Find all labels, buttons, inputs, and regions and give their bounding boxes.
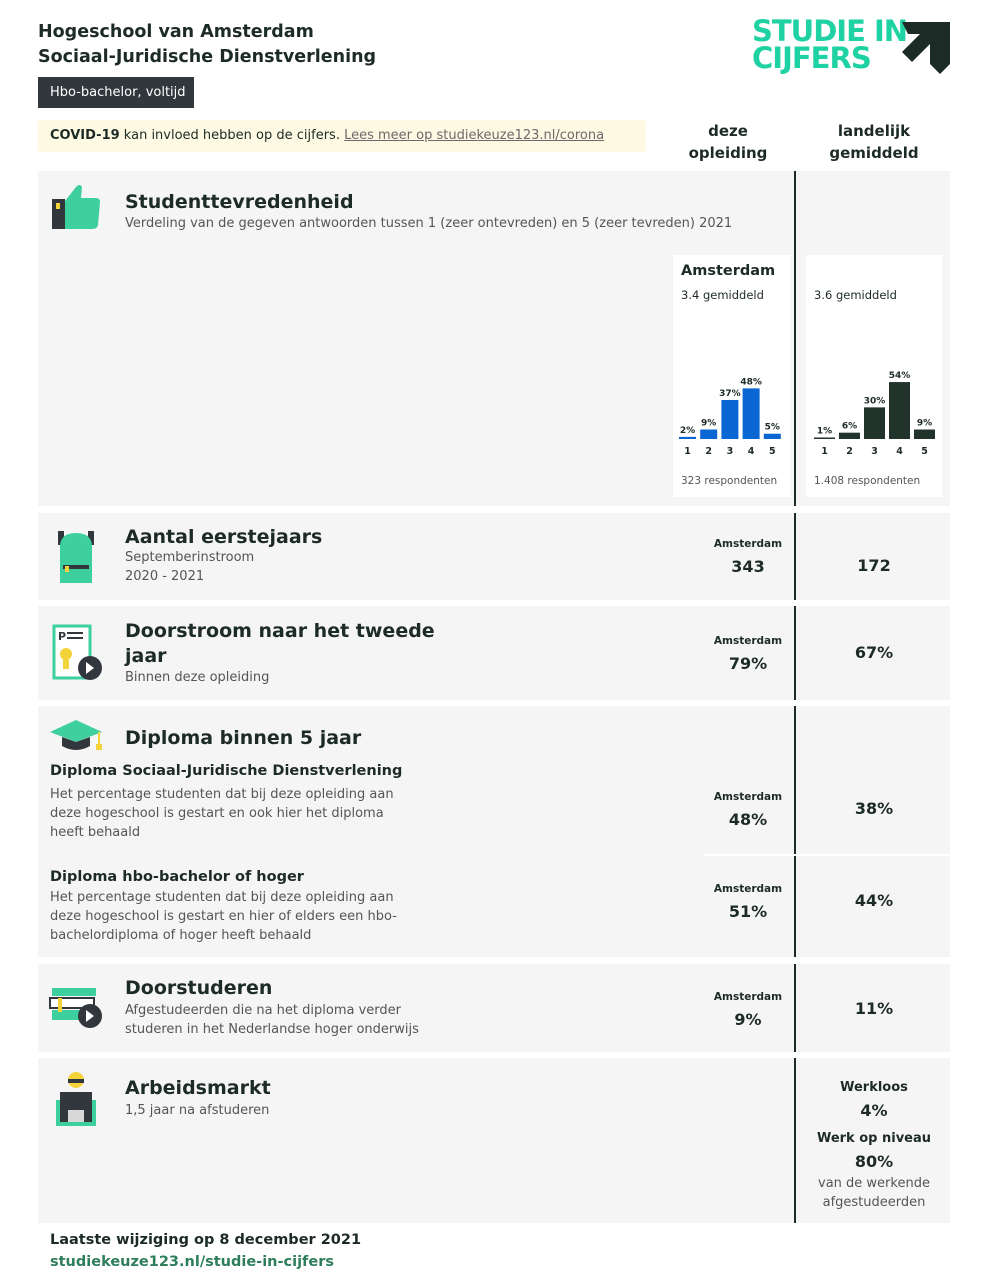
section-studenttevredenheid <box>38 171 950 506</box>
werk-op-niveau-label: Werk op niveau <box>816 1131 932 1146</box>
bar-value-label: 6% <box>841 421 858 432</box>
bar-value-label: 37% <box>719 388 741 399</box>
bar-chart-landelijk <box>806 355 942 465</box>
bar-value-label: 1% <box>816 426 833 437</box>
location-label: Amsterdam <box>713 791 783 803</box>
worker-icon <box>54 1070 98 1128</box>
footer-link[interactable]: studiekeuze123.nl/studie-in-cijfers <box>50 1254 334 1270</box>
value-opleiding: 51% <box>728 902 768 921</box>
werkloos-value: 4% <box>860 1101 888 1120</box>
section-subtitle: Binnen deze opleiding <box>125 670 270 685</box>
certificate-icon <box>52 624 102 682</box>
location-label: Amsterdam <box>713 883 783 895</box>
value-opleiding: 48% <box>728 810 768 829</box>
location-label: Amsterdam <box>713 635 783 647</box>
location-label: Amsterdam <box>713 538 783 550</box>
value-opleiding: 9% <box>734 1010 762 1029</box>
value-landelijk: 67% <box>854 643 894 662</box>
bar-4 <box>889 382 910 439</box>
bar-4 <box>743 388 760 439</box>
werkloos-label: Werkloos <box>840 1080 908 1095</box>
value-landelijk: 38% <box>854 799 894 818</box>
section-title <box>125 619 435 669</box>
section-title: Arbeidsmarkt <box>125 1077 271 1099</box>
location-label: Amsterdam <box>713 991 783 1003</box>
program-type-badge: Hbo-bachelor, voltijd <box>38 77 194 108</box>
section-subtitle-line2: studeren in het Nederlandse hoger onderwijs <box>125 1022 419 1037</box>
program-name: Sociaal-Juridische Dienstverlening <box>38 47 377 67</box>
section-title-line1: Doorstroom naar het tweede <box>125 620 435 642</box>
row-separator <box>704 854 950 856</box>
diploma-b-description-line2: deze hogeschool is gestart en hier of elders een hbo- <box>50 909 397 924</box>
category-tick-label: 5 <box>768 446 776 457</box>
column-header-opleiding <box>658 120 798 164</box>
covid-link[interactable]: Lees meer op studiekeuze123.nl/corona <box>344 128 605 143</box>
value-opleiding: 79% <box>728 654 768 673</box>
value-opleiding: 343 <box>731 557 765 576</box>
column-divider <box>794 171 796 506</box>
graduation-cap-icon <box>48 718 104 754</box>
bar-3 <box>721 400 738 439</box>
category-tick-label: 1 <box>821 446 828 457</box>
section-eerstejaars <box>38 513 950 600</box>
diploma-b-description <box>50 888 410 945</box>
section-title: Aantal eerstejaars <box>125 526 323 548</box>
column-header-landelijk-line1: landelijk <box>837 122 911 140</box>
bar-value-label: 5% <box>764 422 780 433</box>
books-icon <box>48 986 104 1030</box>
bar-5 <box>764 434 781 439</box>
diploma-a-description-line3: heeft behaald <box>50 825 141 840</box>
covid-notice <box>38 120 646 152</box>
chart-average: 3.4 gemiddeld <box>681 288 764 302</box>
section-doorstroom <box>38 606 950 700</box>
studie-in-cijfers-logo <box>752 14 952 76</box>
value-landelijk: 44% <box>854 891 894 910</box>
chart-title: Amsterdam <box>681 263 776 279</box>
section-doorstuderen <box>38 964 950 1052</box>
logo-text-line1: STUDIE IN <box>752 14 908 48</box>
chart-respondents: 323 respondenten <box>681 475 778 487</box>
chart-card-landelijk <box>806 255 942 497</box>
section-subtitle: Septemberinstroom <box>125 550 255 565</box>
chart-respondents: 1.408 respondenten <box>814 475 921 487</box>
column-divider <box>794 1058 796 1223</box>
logo-text-line2: CIJFERS <box>752 41 871 75</box>
category-tick-label: 1 <box>684 446 691 457</box>
bar-1 <box>679 437 696 439</box>
chart-card-opleiding <box>673 255 790 497</box>
bar-2 <box>700 430 717 439</box>
category-tick-label: 3 <box>871 446 878 457</box>
diploma-a-description-line2: deze hogeschool is gestart en ook hier het diploma <box>50 806 384 821</box>
diploma-b-description-line3: bachelordiploma of hoger heeft behaald <box>50 928 312 943</box>
section-arbeidsmarkt <box>38 1058 950 1223</box>
werk-op-niveau-note <box>804 1174 944 1212</box>
section-title: Diploma binnen 5 jaar <box>125 727 362 749</box>
thumbs-up-icon <box>50 181 102 233</box>
section-title-line2: jaar <box>125 645 167 667</box>
diploma-b-description-line1: Het percentage studenten dat bij deze opleiding aan <box>50 890 394 905</box>
svg-text:P: P <box>58 630 67 643</box>
category-tick-label: 4 <box>747 446 755 457</box>
section-subtitle-period: 2020 - 2021 <box>125 569 205 584</box>
bar-2 <box>839 433 860 439</box>
category-tick-label: 3 <box>726 446 734 457</box>
column-header-landelijk <box>804 120 944 164</box>
covid-label: COVID-19 <box>50 128 120 143</box>
column-divider <box>794 606 796 700</box>
column-header-opleiding-line2: opleiding <box>688 144 768 162</box>
diploma-b-title: Diploma hbo-bachelor of hoger <box>50 869 304 885</box>
institution-name: Hogeschool van Amsterdam <box>38 22 314 42</box>
diploma-a-description-line1: Het percentage studenten dat bij deze opleiding aan <box>50 787 394 802</box>
bar-chart-opleiding <box>673 355 790 465</box>
chart-average: 3.6 gemiddeld <box>814 288 897 302</box>
covid-text: kan invloed hebben op de cijfers. <box>119 128 345 143</box>
diploma-a-title: Diploma Sociaal-Juridische Dienstverlening <box>50 763 403 779</box>
section-title: Doorstuderen <box>125 977 273 999</box>
section-subtitle: 1,5 jaar na afstuderen <box>125 1103 270 1118</box>
value-landelijk: 11% <box>854 999 894 1018</box>
werk-op-niveau-note-line1: van de werkende <box>818 1176 930 1191</box>
diploma-a-description <box>50 785 410 842</box>
category-tick-label: 4 <box>896 446 903 457</box>
bar-value-label: 9% <box>701 418 717 429</box>
bar-value-label: 48% <box>740 377 762 388</box>
bar-value-label: 54% <box>888 371 911 382</box>
bar-1 <box>814 438 835 440</box>
arrow-icon <box>900 20 952 74</box>
bar-value-label: 2% <box>679 425 696 436</box>
section-subtitle: Afgestudeerden die na het diploma verder <box>125 1003 401 1018</box>
backpack-icon <box>56 527 96 585</box>
category-tick-label: 2 <box>705 446 713 457</box>
column-header-landelijk-line2: gemiddeld <box>829 144 919 162</box>
bar-3 <box>864 407 885 439</box>
bar-5 <box>914 430 935 439</box>
werk-op-niveau-value: 80% <box>854 1152 894 1171</box>
category-tick-label: 5 <box>921 446 928 457</box>
page-title <box>38 20 638 70</box>
section-subtitle: Verdeling van de gegeven antwoorden tussen 1 (zeer ontevreden) en 5 (zeer tevreden) 2021 <box>125 216 733 231</box>
bar-value-label: 9% <box>916 418 933 429</box>
werk-op-niveau-note-line2: afgestudeerden <box>822 1195 926 1210</box>
value-landelijk: 172 <box>857 556 891 575</box>
bar-value-label: 30% <box>863 396 886 407</box>
category-tick-label: 2 <box>846 446 853 457</box>
column-header-opleiding-line1: deze <box>708 122 748 140</box>
column-divider <box>794 964 796 1052</box>
last-updated: Laatste wijziging op 8 december 2021 <box>50 1232 362 1248</box>
section-title: Studenttevredenheid <box>125 191 354 213</box>
section-diploma <box>38 706 950 957</box>
